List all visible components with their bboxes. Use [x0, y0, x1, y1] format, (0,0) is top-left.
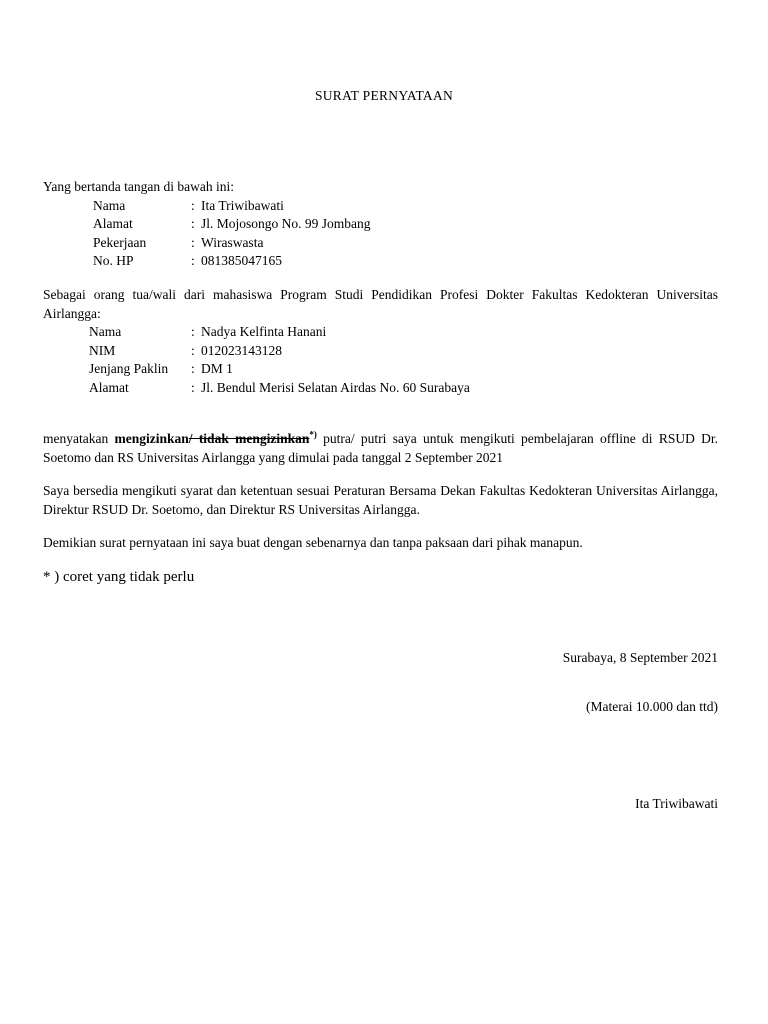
place-date: Surabaya, 8 September 2021	[562, 650, 718, 665]
field-label: Alamat	[89, 379, 129, 395]
field-colon: :	[191, 216, 195, 231]
field-colon: :	[191, 234, 195, 250]
closing-paragraph: Demikian surat pernyataan ini saya buat dengan sebenarnya dan tanpa paksaan dari pihak manapun.	[43, 535, 583, 550]
field-value: 012023143128	[201, 342, 282, 358]
intro-text: Yang bertanda tangan di bawah ini:	[43, 179, 234, 194]
declaration-paragraph	[43, 430, 718, 467]
student-row	[43, 323, 718, 342]
field-colon: :	[191, 324, 195, 339]
signer-row	[43, 197, 718, 216]
document-title: SURAT PERNYATAAN	[314, 88, 454, 103]
field-label: Jenjang Paklin	[89, 361, 169, 376]
field-value: Jl. Bendul Merisi Selatan Airdas No. 60 Surabaya	[201, 379, 470, 395]
field-colon: :	[191, 253, 195, 268]
signer-row	[43, 252, 718, 271]
field-value: Wiraswasta	[201, 234, 264, 250]
footnote-mark: *)	[309, 429, 317, 440]
signer-row	[43, 215, 718, 234]
student-row	[43, 342, 718, 361]
field-label: NIM	[89, 342, 116, 358]
student-row	[43, 379, 718, 398]
field-label: No. HP	[93, 253, 134, 268]
agreement-paragraph: Saya bersedia mengikuti syarat dan ketentuan sesuai Peraturan Bersama Dekan Fakultas Kedokteran Universitas Airlangga, Direktur RSUD Dr. Soetomo, dan Direktur RS Universitas Airlangga.	[43, 483, 718, 517]
struck-option: / tidak mengizinkan	[188, 431, 310, 446]
field-colon: :	[191, 361, 195, 376]
field-label: Alamat	[93, 216, 133, 231]
field-colon: :	[191, 379, 195, 395]
parent-statement: Sebagai orang tua/wali dari mahasiswa Program Studi Pendidikan Profesi Dokter Fakultas Kedokteran Universitas Airlangga:	[43, 287, 718, 321]
student-row	[43, 360, 718, 379]
signature-name: Ita Triwibawati	[635, 796, 718, 811]
declaration-suffix: putra/ putri saya untuk mengikuti pembelajaran offline di RSUD Dr. Soetomo dan RS Universitas Airlangga yang dimulai pada tanggal 2 September 2021	[43, 431, 718, 465]
field-colon: :	[191, 197, 195, 213]
allow-option: mengizinkan	[114, 431, 189, 446]
field-label: Pekerjaan	[93, 234, 147, 250]
field-value: Nadya Kelfinta Hanani	[201, 324, 327, 339]
field-value: Ita Triwibawati	[201, 197, 284, 213]
student-section	[43, 286, 718, 397]
field-colon: :	[191, 342, 195, 358]
signer-section	[43, 178, 718, 271]
signer-row	[43, 234, 718, 253]
field-label: Nama	[93, 197, 126, 213]
footnote: * ) coret yang tidak perlu	[43, 569, 195, 585]
declaration-prefix: menyatakan	[43, 431, 115, 446]
field-value: 081385047165	[201, 253, 282, 268]
field-value: DM 1	[201, 361, 233, 376]
stamp-note: (Materai 10.000 dan ttd)	[586, 699, 718, 714]
field-value: Jl. Mojosongo No. 99 Jombang	[201, 216, 371, 231]
field-label: Nama	[89, 324, 122, 339]
